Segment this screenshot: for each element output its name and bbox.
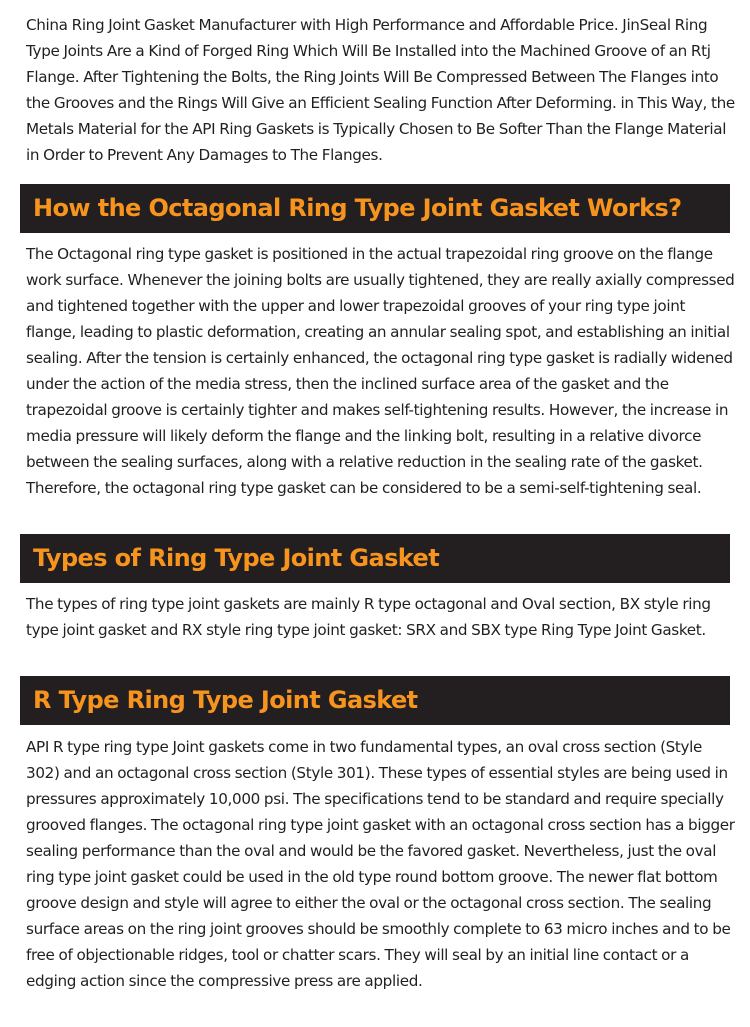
intro-paragraph: China Ring Joint Gasket Manufacturer with High Performance and Affordable Price. JinSeal Ring Type Joints Are a Kind of Forged Ring Which Will Be Installed into the Machined Groove of an Rtj Flange. After Tightening the Bolts, the Ring Joints Will Be Compressed Between The Flanges into the Grooves and the Rings Will Give an Efficient Sealing Function After Deforming. in This Way, the Metals Material for the API Ring Gaskets is Typically Chosen to Be Softer Than the Flange Material in Order to Prevent Any Damages to The Flanges. <box>26 16 735 164</box>
section-heading-how-it-works: How the Octagonal Ring Type Joint Gasket Works? <box>33 194 682 222</box>
section-body-types: The types of ring type joint gaskets are mainly R type octagonal and Oval section, BX style ring type joint gasket and RX style ring type joint gasket: SRX and SBX type Ring Type Joint Gasket. <box>26 595 711 639</box>
section-body-how-it-works: The Octagonal ring type gasket is positioned in the actual trapezoidal ring groove on the flange work surface. Whenever the joining bolts are usually tightened, they are really axially compressed and tightened together with the upper and lower trapezoidal grooves of your ring type joint flange, leading to plastic deformation, creating an annular sealing spot, and establishing an initial sealing. After the tension is certainly enhanced, the octagonal ring type gasket is radially widened under the action of the media stress, then the inclined surface area of the gasket and the trapezoidal groove is certainly tighter and makes self-tightening results. However, the increase in media pressure will likely deform the flange and the linking bolt, resulting in a relative divorce between the sealing surfaces, along with a relative reduction in the sealing rate of the gasket. Therefore, the octagonal ring type gasket can be considered to be a semi-self-tightening seal. <box>26 245 735 497</box>
section-banner-types <box>20 534 730 583</box>
section-heading-r-type: R Type Ring Type Joint Gasket <box>33 686 418 714</box>
section-banner-how-it-works <box>20 184 730 233</box>
section-banner-r-type <box>20 676 730 725</box>
section-body-r-type: API R type ring type Joint gaskets come in two fundamental types, an oval cross section (Style 302) and an octagonal cross section (Style 301). These types of essential styles are being used in pressures approximately 10,000 psi. The specifications tend to be standard and require specially grooved flanges. The octagonal ring type joint gasket with an octagonal cross section has a bigger sealing performance than the oval and would be the favored gasket. Nevertheless, just the oval ring type joint gasket could be used in the old type round bottom groove. The newer flat bottom groove design and style will agree to either the oval or the octagonal cross section. The sealing surface areas on the ring joint grooves should be smoothly complete to 63 micro inches and to be free of objectionable ridges, tool or chatter scars. They will seal by an initial line contact or a edging action since the compressive press are applied. <box>26 738 735 990</box>
section-heading-types: Types of Ring Type Joint Gasket <box>33 544 440 572</box>
